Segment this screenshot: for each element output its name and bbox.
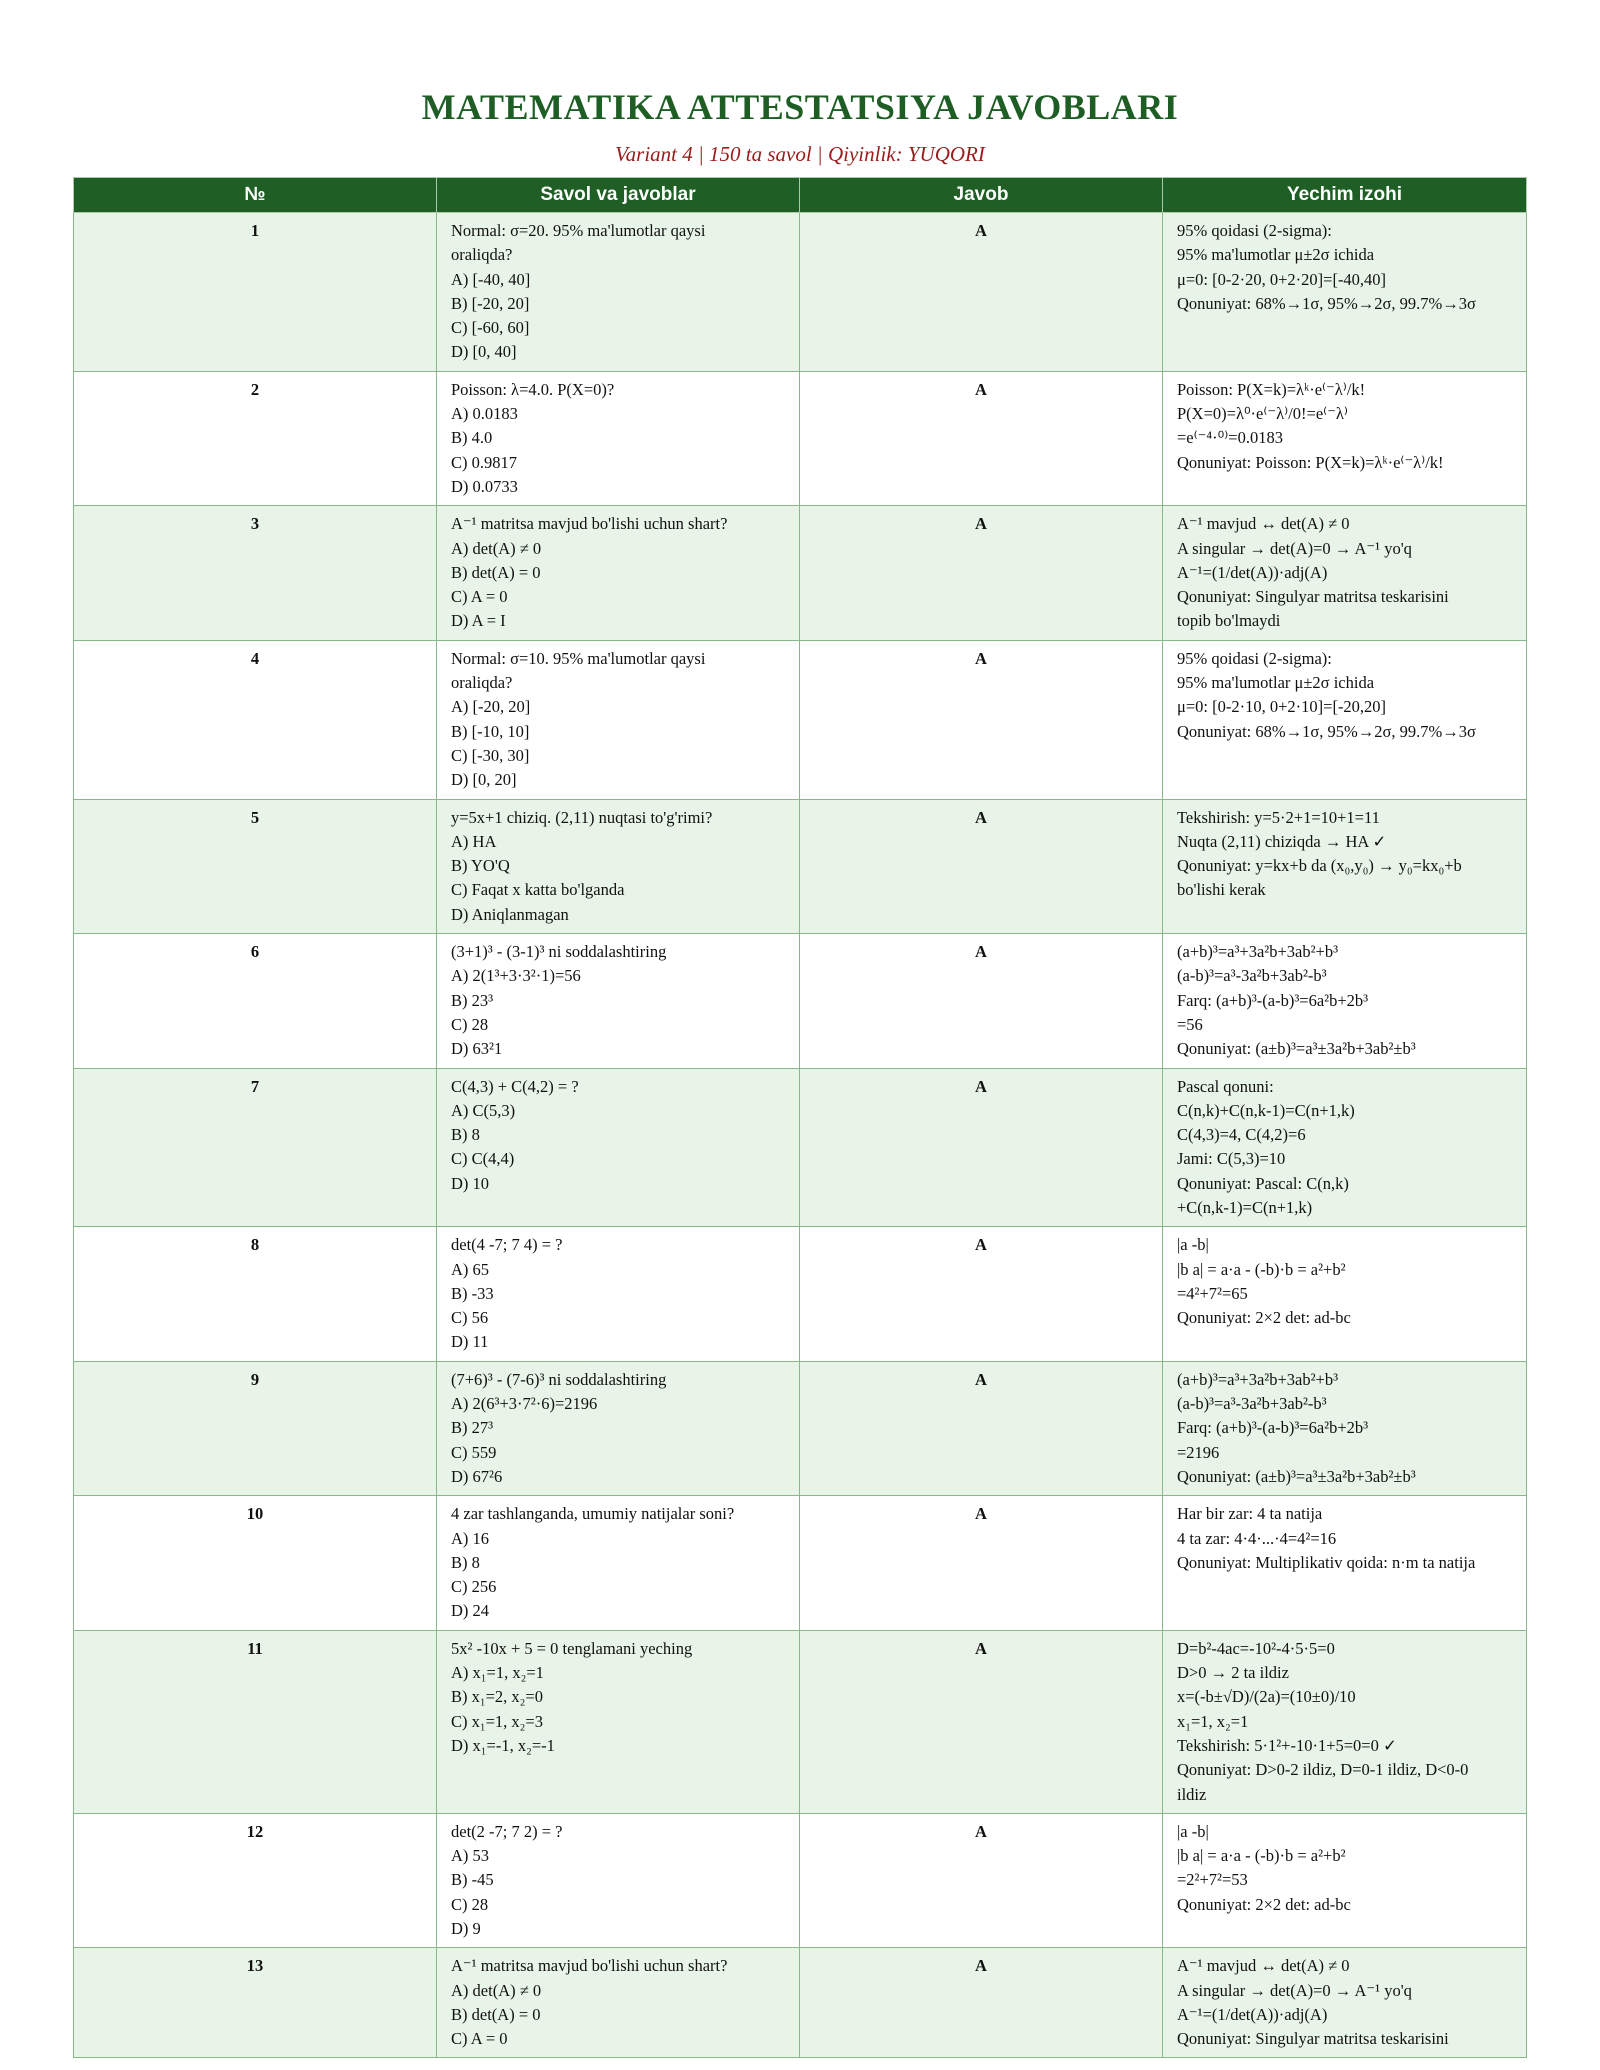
question-text: det(4 -7; 7 4) = ? [451, 1235, 563, 1255]
question-text: 4 zar tashlanganda, umumiy natijalar soni? [451, 1504, 735, 1524]
question-cell [437, 213, 800, 372]
solution-line: P(X=0)=λ⁰·e⁽⁻λ⁾/0!=e⁽⁻λ⁾ [1177, 404, 1348, 424]
solution-cell [1163, 1630, 1527, 1813]
solution-line: A singular → det(A)=0 → A⁻¹ yo'q [1177, 538, 1412, 558]
question-cell [437, 1948, 800, 2058]
table-row [74, 1813, 1527, 1947]
solution-line: (a-b)³=a³-3a²b+3ab²-b³ [1177, 1394, 1327, 1414]
answer-letter: A [800, 934, 1163, 1068]
question-line: C) [-30, 30] [451, 745, 530, 765]
question-line: D) Aniqlanmagan [451, 904, 569, 924]
question-line: C) 559 [451, 1442, 497, 1462]
table-row [74, 506, 1527, 640]
question-number: 3 [74, 506, 437, 640]
question-text: (7+6)³ - (7-6)³ ni soddalashtiring [451, 1369, 667, 1389]
question-text: A⁻¹ matritsa mavjud bo'lishi uchun shart? [451, 1956, 728, 1976]
question-text: (3+1)³ - (3-1)³ ni soddalashtiring [451, 942, 667, 962]
solution-line: =2196 [1177, 1442, 1220, 1462]
question-line: A) det(A) ≠ 0 [451, 538, 542, 558]
table-row [74, 371, 1527, 505]
solution-line: =e⁽⁻⁴·⁰⁾=0.0183 [1177, 428, 1283, 448]
solution-line: Qonuniyat: Singulyar matritsa teskarisini [1177, 587, 1449, 607]
question-line: B) 4.0 [451, 428, 493, 448]
question-cell [437, 1068, 800, 1227]
question-number: 8 [74, 1227, 437, 1361]
question-line: C) A = 0 [451, 587, 508, 607]
solution-line: Qonuniyat: 68%→1σ, 95%→2σ, 99.7%→3σ [1177, 293, 1476, 313]
page-subtitle: Variant 4 | 150 ta savol | Qiyinlik: YUQORI [615, 142, 985, 166]
solution-line: =2²+7²=53 [1177, 1870, 1248, 1890]
question-line: B) 8 [451, 1125, 480, 1145]
question-line: B) [-20, 20] [451, 293, 530, 313]
question-line: C) C(4,4) [451, 1149, 515, 1169]
question-text: C(4,3) + C(4,2) = ? [451, 1076, 579, 1096]
solution-line: x=(-b±√D)/(2a)=(10±0)/10 [1177, 1687, 1356, 1707]
solution-line: Qonuniyat: (a±b)³=a³±3a²b+3ab²±b³ [1177, 1039, 1416, 1059]
solution-line: 95% ma'lumotlar μ±2σ ichida [1177, 245, 1375, 265]
question-line: C) 56 [451, 1308, 489, 1328]
solution-line: Pascal qonuni: [1177, 1076, 1274, 1096]
question-line: D) 11 [451, 1332, 489, 1352]
solution-cell [1163, 371, 1527, 505]
solution-line: μ=0: [0-2·20, 0+2·20]=[-40,40] [1177, 269, 1387, 289]
question-number: 11 [74, 1630, 437, 1813]
table-header-row [74, 178, 1527, 213]
answer-letter: A [800, 799, 1163, 933]
question-line: B) 27³ [451, 1418, 494, 1438]
question-line: D) [0, 20] [451, 770, 517, 790]
table-body [74, 213, 1527, 2058]
table-row [74, 799, 1527, 933]
question-number: 4 [74, 640, 437, 799]
header-answer: Javob [800, 178, 1163, 213]
question-number: 10 [74, 1496, 437, 1630]
question-number: 1 [74, 213, 437, 372]
solution-line: Jami: C(5,3)=10 [1177, 1149, 1286, 1169]
solution-line: A singular → det(A)=0 → A⁻¹ yo'q [1177, 1980, 1412, 2000]
solution-line: Qonuniyat: y=kx+b da (x₀,y₀) → y₀=kx₀+b [1177, 856, 1462, 876]
question-number: 5 [74, 799, 437, 933]
solution-line: |b a| = a·a - (-b)·b = a²+b² [1177, 1846, 1346, 1866]
question-line: B) YO'Q [451, 856, 510, 876]
question-line: D) 0.0733 [451, 476, 518, 496]
answer-letter: A [800, 371, 1163, 505]
question-cell [437, 799, 800, 933]
question-line: C) Faqat x katta bo'lganda [451, 880, 625, 900]
solution-line: Qonuniyat: (a±b)³=a³±3a²b+3ab²±b³ [1177, 1466, 1416, 1486]
answer-letter: A [800, 1361, 1163, 1495]
solution-line: |b a| = a·a - (-b)·b = a²+b² [1177, 1259, 1346, 1279]
question-line: B) [-10, 10] [451, 721, 530, 741]
table-row [74, 1227, 1527, 1361]
table-row [74, 934, 1527, 1068]
answer-letter: A [800, 1630, 1163, 1813]
question-number: 12 [74, 1813, 437, 1947]
table-row [74, 1630, 1527, 1813]
solution-line: Farq: (a+b)³-(a-b)³=6a²b+2b³ [1177, 990, 1369, 1010]
question-line: A) 0.0183 [451, 404, 518, 424]
solution-line: 95% qoidasi (2-sigma): [1177, 221, 1332, 240]
question-line: A) x₁=1, x₂=1 [451, 1663, 544, 1683]
question-line: A) 65 [451, 1259, 490, 1279]
question-text: Normal: σ=20. 95% ma'lumotlar qaysi [451, 221, 706, 240]
question-line: D) A = I [451, 611, 506, 631]
header-number: № [74, 178, 437, 213]
solution-line: Tekshirish: y=5·2+1=10+1=11 [1177, 807, 1380, 827]
solution-line: =56 [1177, 1014, 1203, 1034]
table-row [74, 640, 1527, 799]
question-line: C) x₁=1, x₂=3 [451, 1711, 543, 1731]
question-text: det(2 -7; 7 2) = ? [451, 1821, 563, 1841]
solution-line: =4²+7²=65 [1177, 1283, 1248, 1303]
question-line: B) -33 [451, 1283, 494, 1303]
question-number: 9 [74, 1361, 437, 1495]
question-line: C) 28 [451, 1014, 489, 1034]
solution-line: ildiz [1177, 1784, 1207, 1804]
question-line: B) det(A) = 0 [451, 562, 541, 582]
solution-line: Qonuniyat: 68%→1σ, 95%→2σ, 99.7%→3σ [1177, 721, 1476, 741]
question-line: A) 16 [451, 1528, 490, 1548]
table-row [74, 1496, 1527, 1630]
answer-letter: A [800, 506, 1163, 640]
solution-line: Tekshirish: 5·1²+-10·1+5=0=0 ✓ [1177, 1735, 1397, 1755]
table-row [74, 1361, 1527, 1495]
table-row [74, 1068, 1527, 1227]
question-number: 13 [74, 1948, 437, 2058]
question-line: A) [-20, 20] [451, 697, 531, 717]
solution-line: bo'lishi kerak [1177, 880, 1266, 900]
solution-cell [1163, 213, 1527, 372]
question-cell [437, 640, 800, 799]
table-row [74, 213, 1527, 372]
solution-line: A⁻¹=(1/det(A))·adj(A) [1177, 562, 1328, 582]
question-cell [437, 1630, 800, 1813]
question-line: A) 2(6³+3·7²·6)=2196 [451, 1394, 598, 1414]
question-line: B) x₁=2, x₂=0 [451, 1687, 543, 1707]
question-line: D) x₁=-1, x₂=-1 [451, 1735, 555, 1755]
solution-line: Qonuniyat: Singulyar matritsa teskarisini [1177, 2029, 1449, 2049]
question-text: Poisson: λ=4.0. P(X=0)? [451, 379, 615, 399]
question-line: A) 53 [451, 1846, 490, 1866]
header-question: Savol va javoblar [437, 178, 800, 213]
question-line: A) [-40, 40] [451, 269, 531, 289]
solution-line: D>0 → 2 ta ildiz [1177, 1663, 1289, 1683]
solution-line: (a+b)³=a³+3a²b+3ab²+b³ [1177, 1369, 1339, 1389]
question-text: Normal: σ=10. 95% ma'lumotlar qaysi [451, 648, 706, 668]
solution-line: Qonuniyat: 2×2 det: ad-bc [1177, 1308, 1351, 1328]
solution-line: μ=0: [0-2·10, 0+2·10]=[-20,20] [1177, 697, 1387, 717]
answer-letter: A [800, 1227, 1163, 1361]
solution-line: 95% ma'lumotlar μ±2σ ichida [1177, 673, 1375, 693]
solution-line: Har bir zar: 4 ta natija [1177, 1504, 1323, 1524]
question-line: A) HA [451, 831, 497, 851]
solution-line: topib bo'lmaydi [1177, 611, 1281, 631]
question-cell [437, 1496, 800, 1630]
question-line: A) det(A) ≠ 0 [451, 1980, 542, 2000]
solution-line: Qonuniyat: 2×2 det: ad-bc [1177, 1894, 1351, 1914]
question-line: C) 28 [451, 1894, 489, 1914]
answer-letter: A [800, 1496, 1163, 1630]
solution-line: (a+b)³=a³+3a²b+3ab²+b³ [1177, 942, 1339, 962]
question-number: 7 [74, 1068, 437, 1227]
solution-line: x₁=1, x₂=1 [1177, 1711, 1249, 1731]
solution-cell [1163, 1361, 1527, 1495]
solution-line: A⁻¹=(1/det(A))·adj(A) [1177, 2004, 1328, 2024]
header-solution: Yechim izohi [1163, 178, 1527, 213]
solution-line: A⁻¹ mavjud ↔ det(A) ≠ 0 [1177, 514, 1350, 534]
question-text: 5x² -10x + 5 = 0 tenglamani yeching [451, 1638, 693, 1658]
answers-table [73, 177, 1527, 2058]
question-line: C) 256 [451, 1577, 497, 1597]
solution-line: C(n,k)+C(n,k-1)=C(n+1,k) [1177, 1100, 1355, 1120]
answer-letter: A [800, 1813, 1163, 1947]
solution-cell [1163, 1948, 1527, 2058]
answer-letter: A [800, 1948, 1163, 2058]
question-number: 2 [74, 371, 437, 505]
solution-cell [1163, 934, 1527, 1068]
question-text: A⁻¹ matritsa mavjud bo'lishi uchun shart? [451, 514, 728, 534]
question-line: A) C(5,3) [451, 1100, 516, 1120]
solution-line: Qonuniyat: Multiplikativ qoida: n·m ta natija [1177, 1552, 1476, 1572]
question-cell [437, 1361, 800, 1495]
question-line: D) 67²6 [451, 1466, 503, 1486]
question-line: C) [-60, 60] [451, 318, 530, 338]
question-cell [437, 506, 800, 640]
question-cell [437, 371, 800, 505]
question-line: D) 10 [451, 1173, 490, 1193]
solution-cell [1163, 1813, 1527, 1947]
question-line: C) A = 0 [451, 2029, 508, 2049]
solution-line: C(4,3)=4, C(4,2)=6 [1177, 1125, 1306, 1145]
answer-letter: A [800, 213, 1163, 372]
solution-line: A⁻¹ mavjud ↔ det(A) ≠ 0 [1177, 1956, 1350, 1976]
answer-letter: A [800, 640, 1163, 799]
solution-line: (a-b)³=a³-3a²b+3ab²-b³ [1177, 966, 1327, 986]
question-line: oraliqda? [451, 673, 513, 693]
question-cell [437, 1227, 800, 1361]
question-cell [437, 1813, 800, 1947]
question-line: B) 23³ [451, 990, 494, 1010]
question-line: oraliqda? [451, 245, 513, 265]
page-title: MATEMATIKA ATTESTATSIYA JAVOBLARI [421, 87, 1179, 127]
solution-line: |a -b| [1177, 1821, 1209, 1841]
question-line: B) det(A) = 0 [451, 2004, 541, 2024]
solution-cell [1163, 1068, 1527, 1227]
solution-line: 4 ta zar: 4·4·...·4=4²=16 [1177, 1528, 1337, 1548]
question-line: D) 63²1 [451, 1039, 503, 1059]
question-line: B) 8 [451, 1552, 480, 1572]
solution-cell [1163, 640, 1527, 799]
solution-line: |a -b| [1177, 1235, 1209, 1255]
solution-line: Qonuniyat: Poisson: P(X=k)=λᵏ·e⁽⁻λ⁾/k! [1177, 452, 1444, 472]
question-line: A) 2(1³+3·3²·1)=56 [451, 966, 581, 986]
solution-line: Farq: (a+b)³-(a-b)³=6a²b+2b³ [1177, 1418, 1369, 1438]
solution-cell [1163, 1227, 1527, 1361]
solution-line: Qonuniyat: D>0-2 ildiz, D=0-1 ildiz, D<0-0 [1177, 1760, 1469, 1780]
solution-cell [1163, 1496, 1527, 1630]
solution-line: D=b²-4ac=-10²-4·5·5=0 [1177, 1638, 1335, 1658]
question-text: y=5x+1 chiziq. (2,11) nuqtasi to'g'rimi? [451, 807, 713, 827]
question-line: C) 0.9817 [451, 452, 517, 472]
solution-line: Nuqta (2,11) chiziqda → HA ✓ [1177, 831, 1387, 851]
solution-cell [1163, 799, 1527, 933]
solution-cell [1163, 506, 1527, 640]
solution-line: Qonuniyat: Pascal: C(n,k) [1177, 1173, 1349, 1193]
question-line: D) 9 [451, 1919, 481, 1938]
question-line: B) -45 [451, 1870, 494, 1890]
table-row [74, 1948, 1527, 2058]
solution-line: Poisson: P(X=k)=λᵏ·e⁽⁻λ⁾/k! [1177, 379, 1366, 399]
question-line: D) [0, 40] [451, 342, 517, 362]
solution-line: +C(n,k-1)=C(n+1,k) [1177, 1197, 1313, 1217]
question-cell [437, 934, 800, 1068]
solution-line: 95% qoidasi (2-sigma): [1177, 648, 1332, 668]
answer-letter: A [800, 1068, 1163, 1227]
question-line: D) 24 [451, 1601, 490, 1621]
question-number: 6 [74, 934, 437, 1068]
